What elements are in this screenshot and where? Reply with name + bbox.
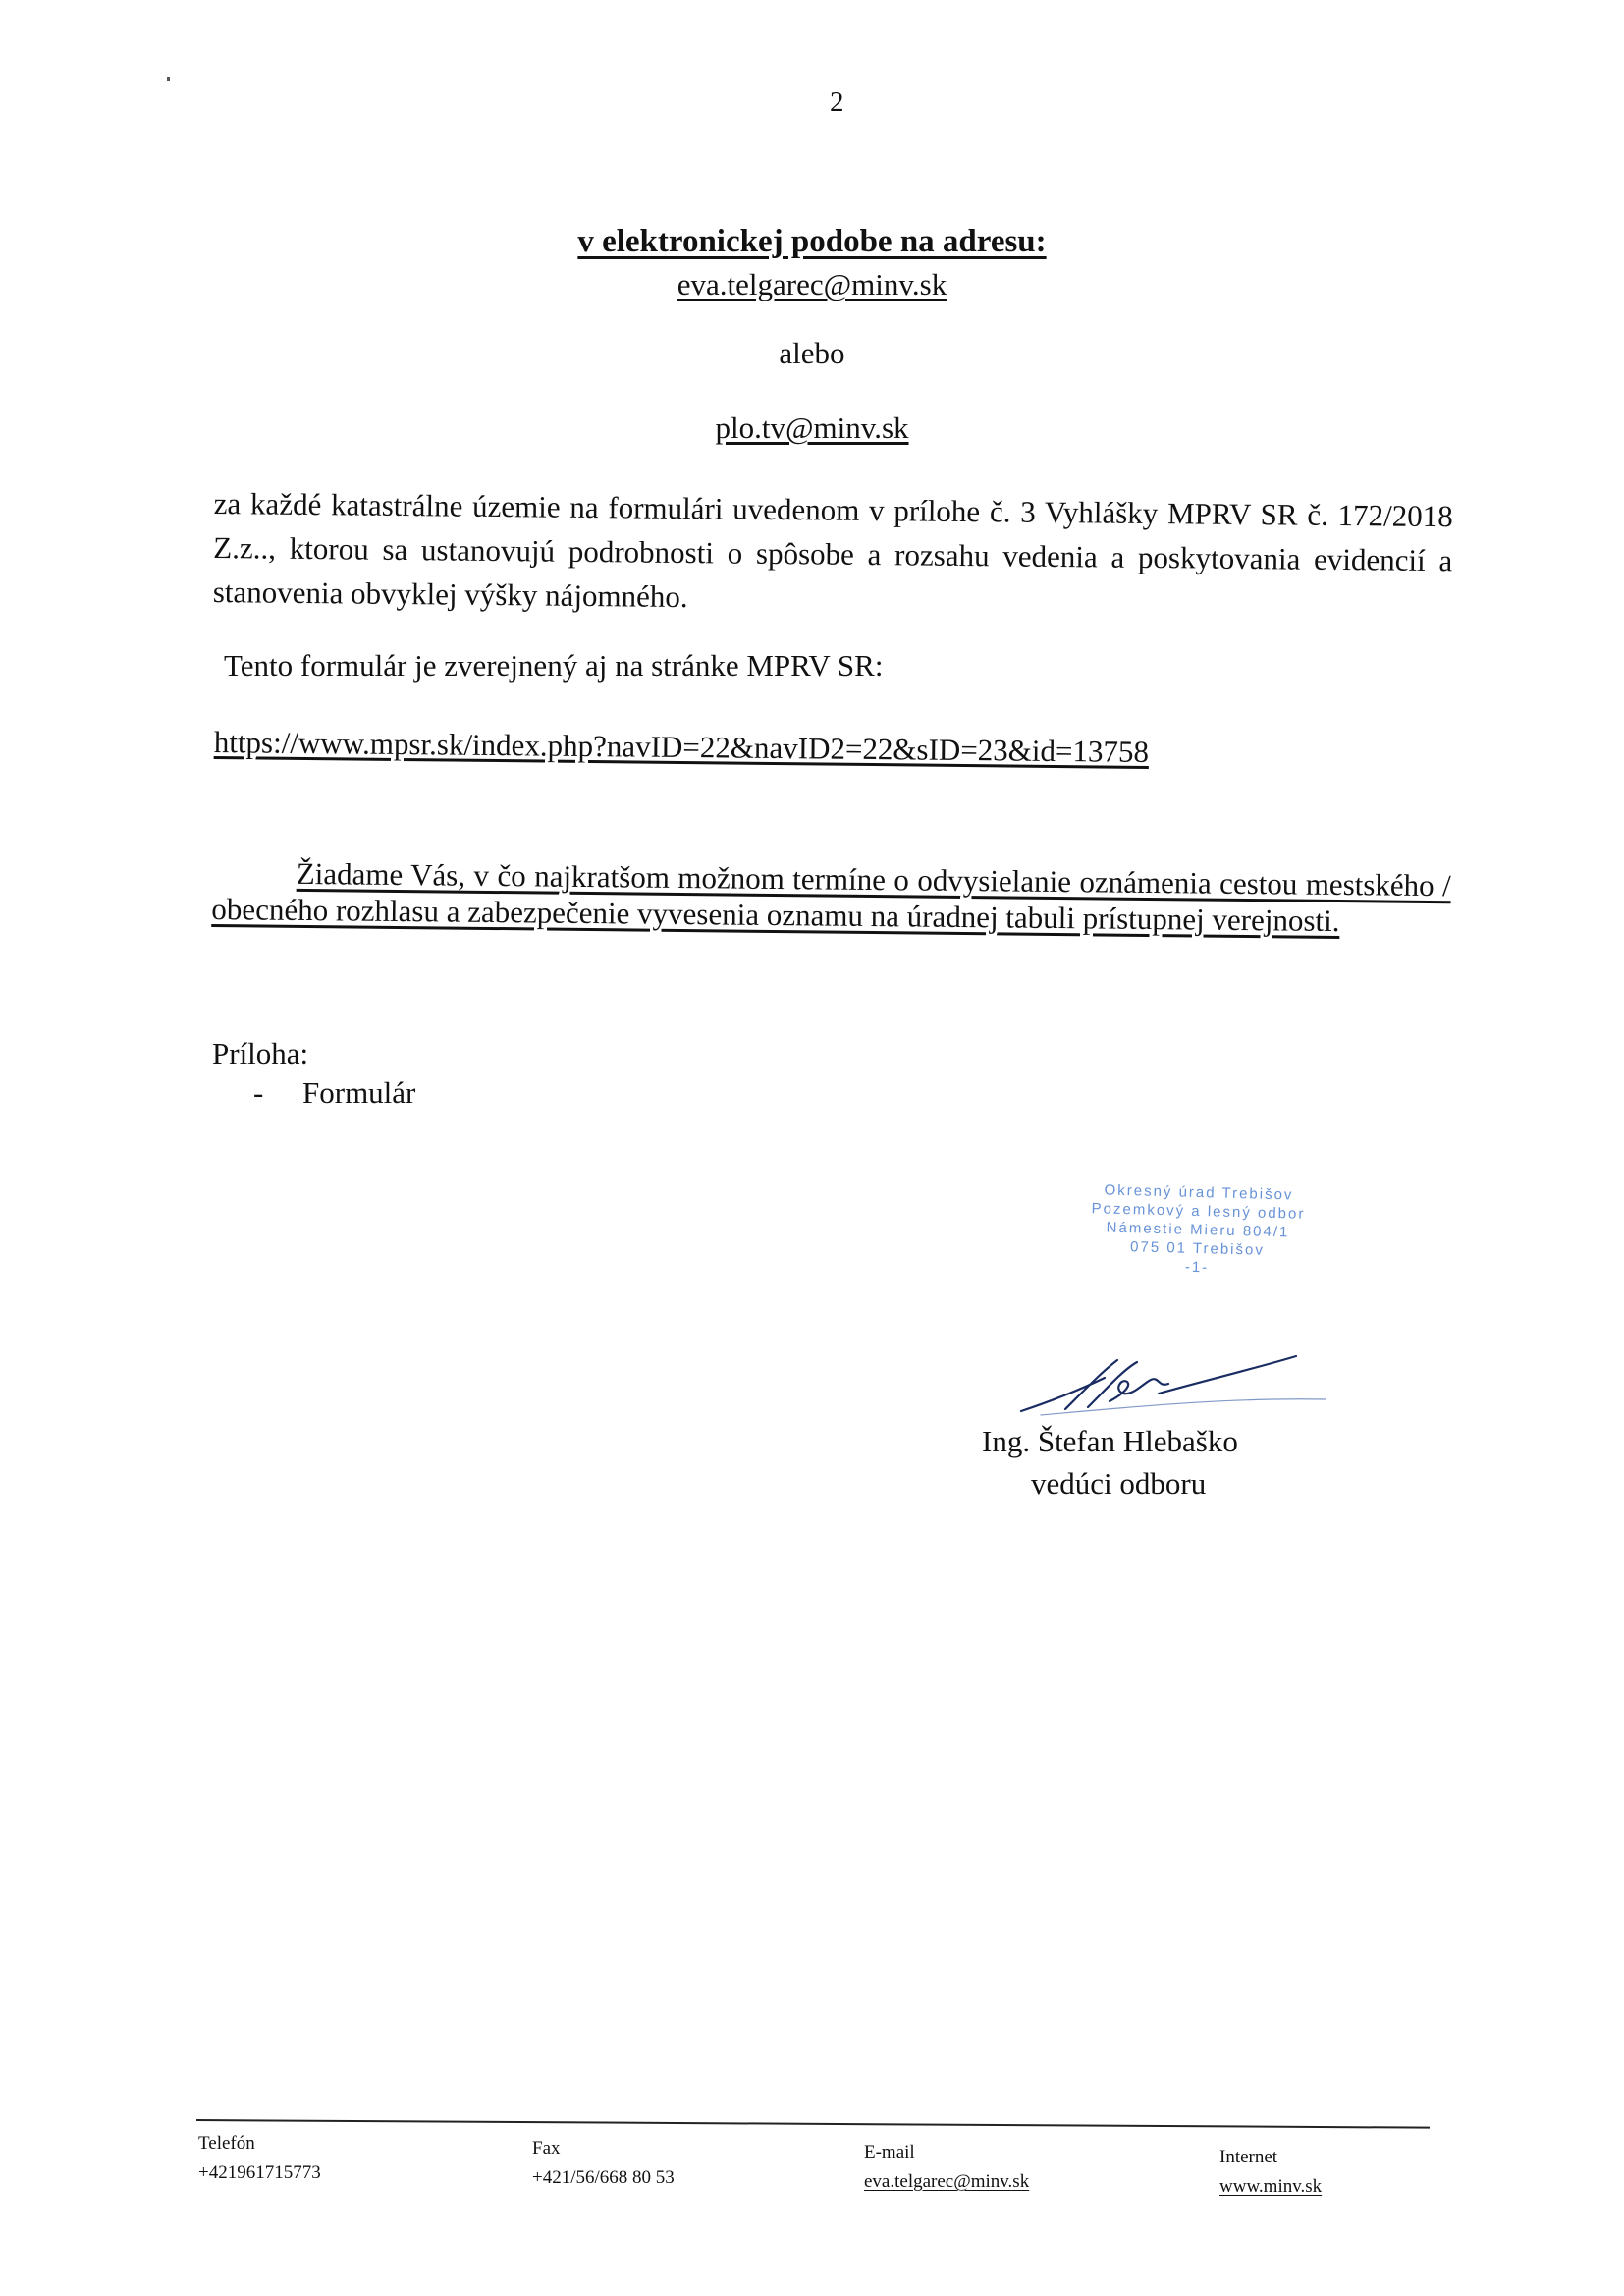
signatory-role: vedúci odboru bbox=[1031, 1466, 1207, 1501]
footer-internet-link[interactable]: www.minv.sk bbox=[1219, 2176, 1323, 2197]
footer-internet-label: Internet bbox=[1219, 2147, 1278, 2167]
email-secondary-link[interactable]: plo.tv@minv.sk bbox=[715, 410, 909, 445]
list-bullet: - bbox=[253, 1075, 264, 1110]
footer-email-label: E-mail bbox=[864, 2142, 915, 2162]
footer-email bbox=[864, 2138, 1029, 2197]
attachment-item bbox=[253, 1075, 415, 1111]
stamp-line: 075 01 Trebišov bbox=[1129, 1238, 1266, 1259]
footer-phone-value: +421961715773 bbox=[198, 2162, 321, 2183]
signatory-name: Ing. Štefan Hlebaško bbox=[982, 1424, 1238, 1458]
office-stamp bbox=[1020, 1178, 1376, 1281]
or-word: alebo bbox=[779, 336, 845, 370]
request-text: Žiadame Vás, v čo najkratšom možnom termíne o odvysielanie oznámenia cestou mestského / obecného rozhlasu a zabezpečenie vyvesenia oznamu na úradnej tabuli prístupnej verejnosti. bbox=[211, 855, 1451, 939]
footer-internet bbox=[1219, 2143, 1322, 2202]
footer-phone-label: Telefón bbox=[198, 2133, 255, 2154]
footer-fax-label: Fax bbox=[532, 2138, 561, 2159]
delivery-heading-text: v elektronickej podobe na adresu: bbox=[577, 224, 1047, 259]
footer-fax bbox=[532, 2134, 675, 2193]
email-primary[interactable] bbox=[0, 267, 1624, 302]
form-published-note: Tento formulár je zverejnený aj na stránke MPRV SR: bbox=[224, 648, 884, 683]
footer-email-link[interactable]: eva.telgarec@minv.sk bbox=[864, 2171, 1030, 2192]
attachments-label: Príloha: bbox=[212, 1036, 309, 1070]
scan-speck bbox=[167, 77, 170, 81]
footer-phone bbox=[198, 2129, 321, 2188]
stamp-line: Námestie Mieru 804/1 bbox=[1106, 1219, 1290, 1241]
page-number: 2 bbox=[830, 86, 844, 118]
attachment-item-label: Formulár bbox=[302, 1075, 416, 1110]
handwritten-signature bbox=[1011, 1350, 1335, 1429]
email-primary-link[interactable]: eva.telgarec@minv.sk bbox=[677, 267, 947, 301]
signatory-block bbox=[982, 1420, 1335, 1504]
footer-divider bbox=[196, 2119, 1430, 2129]
form-url-link[interactable]: https://www.mpsr.sk/index.php?navID=22&navID2=22&sID=23&id=13758 bbox=[213, 725, 1150, 769]
stamp-line: Pozemkový a lesný odbor bbox=[1091, 1200, 1306, 1223]
email-secondary[interactable] bbox=[0, 410, 1624, 446]
request-paragraph bbox=[211, 854, 1451, 940]
stamp-line: -1- bbox=[1184, 1258, 1210, 1277]
footer-fax-value: +421/56/668 80 53 bbox=[532, 2167, 675, 2188]
stamp-line: Okresný úrad Trebišov bbox=[1104, 1181, 1294, 1204]
instructions-paragraph: za každé katastrálne územie na formulári uvedenom v prílohe č. 3 Vyhlášky MPRV SR č. 172/2018 Z.z.., ktorou sa ustanovujú podrobnosti o spôsobe a rozsahu vedenia a poskytovania evidencií a stanovenia obvyklej výšky nájomného. bbox=[212, 485, 1453, 615]
request-indent bbox=[212, 883, 297, 884]
delivery-heading bbox=[0, 224, 1624, 260]
